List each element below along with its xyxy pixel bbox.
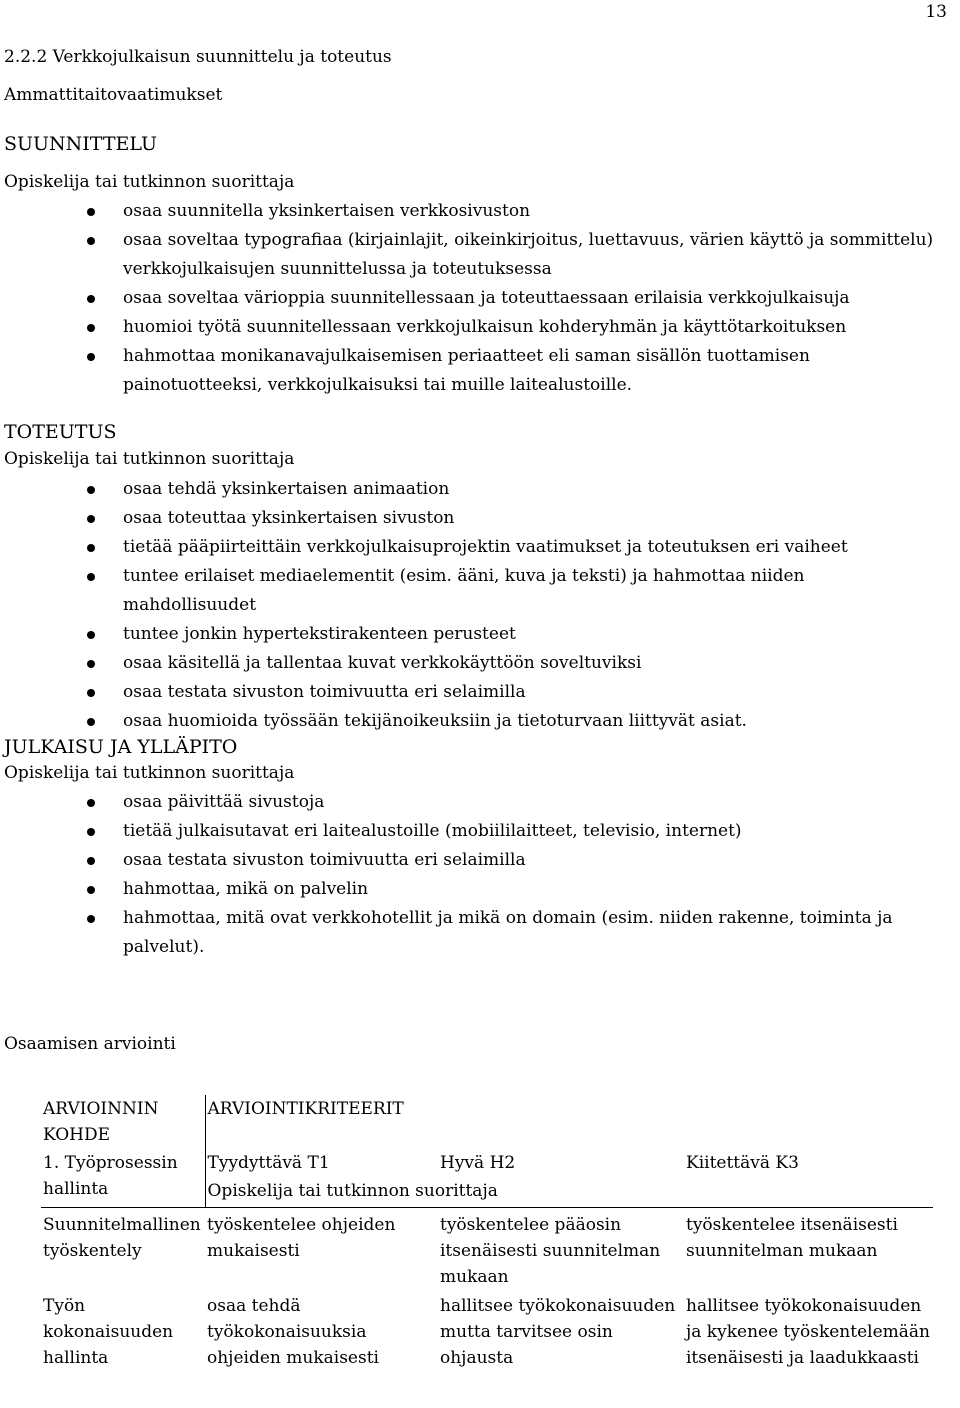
bullet-icon xyxy=(87,799,95,807)
level-label: Kiitettävä K3 xyxy=(686,1153,799,1173)
list-item: osaa testata sivuston toimivuutta eri selaimilla xyxy=(0,846,940,875)
list-item: hahmottaa, mikä on palvelin xyxy=(0,875,940,904)
table-cell: osaa tehdä työkokonaisuuksia ohjeiden mukaisesti xyxy=(207,1296,379,1368)
bullet-icon xyxy=(87,573,95,581)
table-row xyxy=(41,1291,933,1372)
bullet-icon xyxy=(87,237,95,245)
list-item: osaa tehdä yksinkertaisen animaation xyxy=(0,475,940,504)
table-header-row xyxy=(41,1095,933,1149)
julkaisu-intro: Opiskelija tai tutkinnon suorittaja xyxy=(4,763,295,783)
level-label: Tyydyttävä T1 xyxy=(205,1149,438,1177)
bullet-icon xyxy=(87,515,95,523)
suunnittelu-intro: Opiskelija tai tutkinnon suorittaja xyxy=(4,172,295,192)
bullet-icon xyxy=(87,660,95,668)
suunnittelu-title: SUUNNITTELU xyxy=(4,133,157,155)
toteutus-intro: Opiskelija tai tutkinnon suorittaja xyxy=(4,449,295,469)
table-cell: 1. Työprosessin hallinta xyxy=(43,1153,178,1199)
table-header-cell: ARVIOINTIKRITEERIT xyxy=(205,1095,933,1149)
list-item: tuntee erilaiset mediaelementit (esim. ääni, kuva ja teksti) ja hahmottaa niiden mahdollisuudet xyxy=(0,562,940,620)
suunnittelu-list xyxy=(0,197,940,400)
list-item: tietää julkaisutavat eri laitealustoille (mobiililaitteet, televisio, internet) xyxy=(0,817,940,846)
toteutus-list xyxy=(0,475,940,736)
list-item: tuntee jonkin hypertekstirakenteen perusteet xyxy=(0,620,940,649)
section-heading: 2.2.2 Verkkojulkaisun suunnittelu ja toteutus xyxy=(4,47,392,67)
list-item: osaa käsitellä ja tallentaa kuvat verkkokäyttöön soveltuviksi xyxy=(0,649,940,678)
table-cell: Työn kokonaisuuden hallinta xyxy=(43,1296,174,1368)
list-item: osaa testata sivuston toimivuutta eri selaimilla xyxy=(0,678,940,707)
bullet-icon xyxy=(87,828,95,836)
list-item: osaa soveltaa värioppia suunnitellessaan ja toteuttaessaan erilaisia verkkojulkaisuja xyxy=(0,284,940,313)
bullet-icon xyxy=(87,295,95,303)
table-cell: hallitsee työkokonaisuuden mutta tarvitsee osin ohjausta xyxy=(440,1296,676,1368)
list-item: osaa soveltaa typografiaa (kirjainlajit, oikeinkirjoitus, luettavuus, värien käyttö ja sommittelu) verkkojulkaisujen suunnittelussa ja toteutuksessa xyxy=(0,226,940,284)
list-item: tietää pääpiirteittäin verkkojulkaisuprojektin vaatimukset ja toteutuksen eri vaiheet xyxy=(0,533,940,562)
list-item: osaa huomioida työssään tekijänoikeuksiin ja tietoturvaan liittyvät asiat. xyxy=(0,707,940,736)
level-label: Hyvä H2 xyxy=(440,1153,516,1173)
bullet-icon xyxy=(87,208,95,216)
julkaisu-title: JULKAISU JA YLLÄPITO xyxy=(4,736,238,758)
table-cell: Suunnitelmallinen työskentely xyxy=(41,1208,205,1292)
list-item: hahmottaa, mitä ovat verkkohotellit ja mikä on domain (esim. niiden rakenne, toiminta ja palvelut). xyxy=(0,904,940,962)
bullet-icon xyxy=(87,544,95,552)
subheading: Ammattitaitovaatimukset xyxy=(4,85,223,105)
bullet-icon xyxy=(87,915,95,923)
page-number: 13 xyxy=(925,2,947,22)
toteutus-title: TOTEUTUS xyxy=(4,421,117,443)
arviointi-title: Osaamisen arviointi xyxy=(4,1034,176,1054)
bullet-icon xyxy=(87,324,95,332)
table-row xyxy=(41,1149,933,1177)
bullet-icon xyxy=(87,631,95,639)
bullet-icon xyxy=(87,486,95,494)
list-item: huomioi työtä suunnitellessaan verkkojulkaisun kohderyhmän ja käyttötarkoituksen xyxy=(0,313,940,342)
bullet-icon xyxy=(87,689,95,697)
table-cell: työskentelee pääosin itsenäisesti suunnitelman mukaan xyxy=(438,1208,684,1292)
list-item: hahmottaa monikanavajulkaisemisen periaatteet eli saman sisällön tuottamisen painotuotteeksi, verkkojulkaisuksi tai muille laitealustoille. xyxy=(0,342,940,400)
list-item: osaa toteuttaa yksinkertaisen sivuston xyxy=(0,504,940,533)
bullet-icon xyxy=(87,857,95,865)
list-item: osaa päivittää sivustoja xyxy=(0,788,940,817)
bullet-icon xyxy=(87,886,95,894)
julkaisu-list xyxy=(0,788,940,962)
bullet-icon xyxy=(87,353,95,361)
table-header-cell: ARVIOINNIN KOHDE xyxy=(43,1099,159,1145)
table-cell: työskentelee ohjeiden mukaisesti xyxy=(205,1208,438,1292)
table-cell: työskentelee itsenäisesti suunnitelman mukaan xyxy=(684,1208,933,1292)
assessment-table xyxy=(41,1095,933,1372)
table-cell: hallitsee työkokonaisuuden ja kykenee työskentelemään itsenäisesti ja laadukkaasti xyxy=(686,1296,930,1368)
bullet-icon xyxy=(87,718,95,726)
list-item: osaa suunnitella yksinkertaisen verkkosivuston xyxy=(0,197,940,226)
table-cell: Opiskelija tai tutkinnon suorittaja xyxy=(205,1177,933,1208)
table-row xyxy=(41,1208,933,1292)
